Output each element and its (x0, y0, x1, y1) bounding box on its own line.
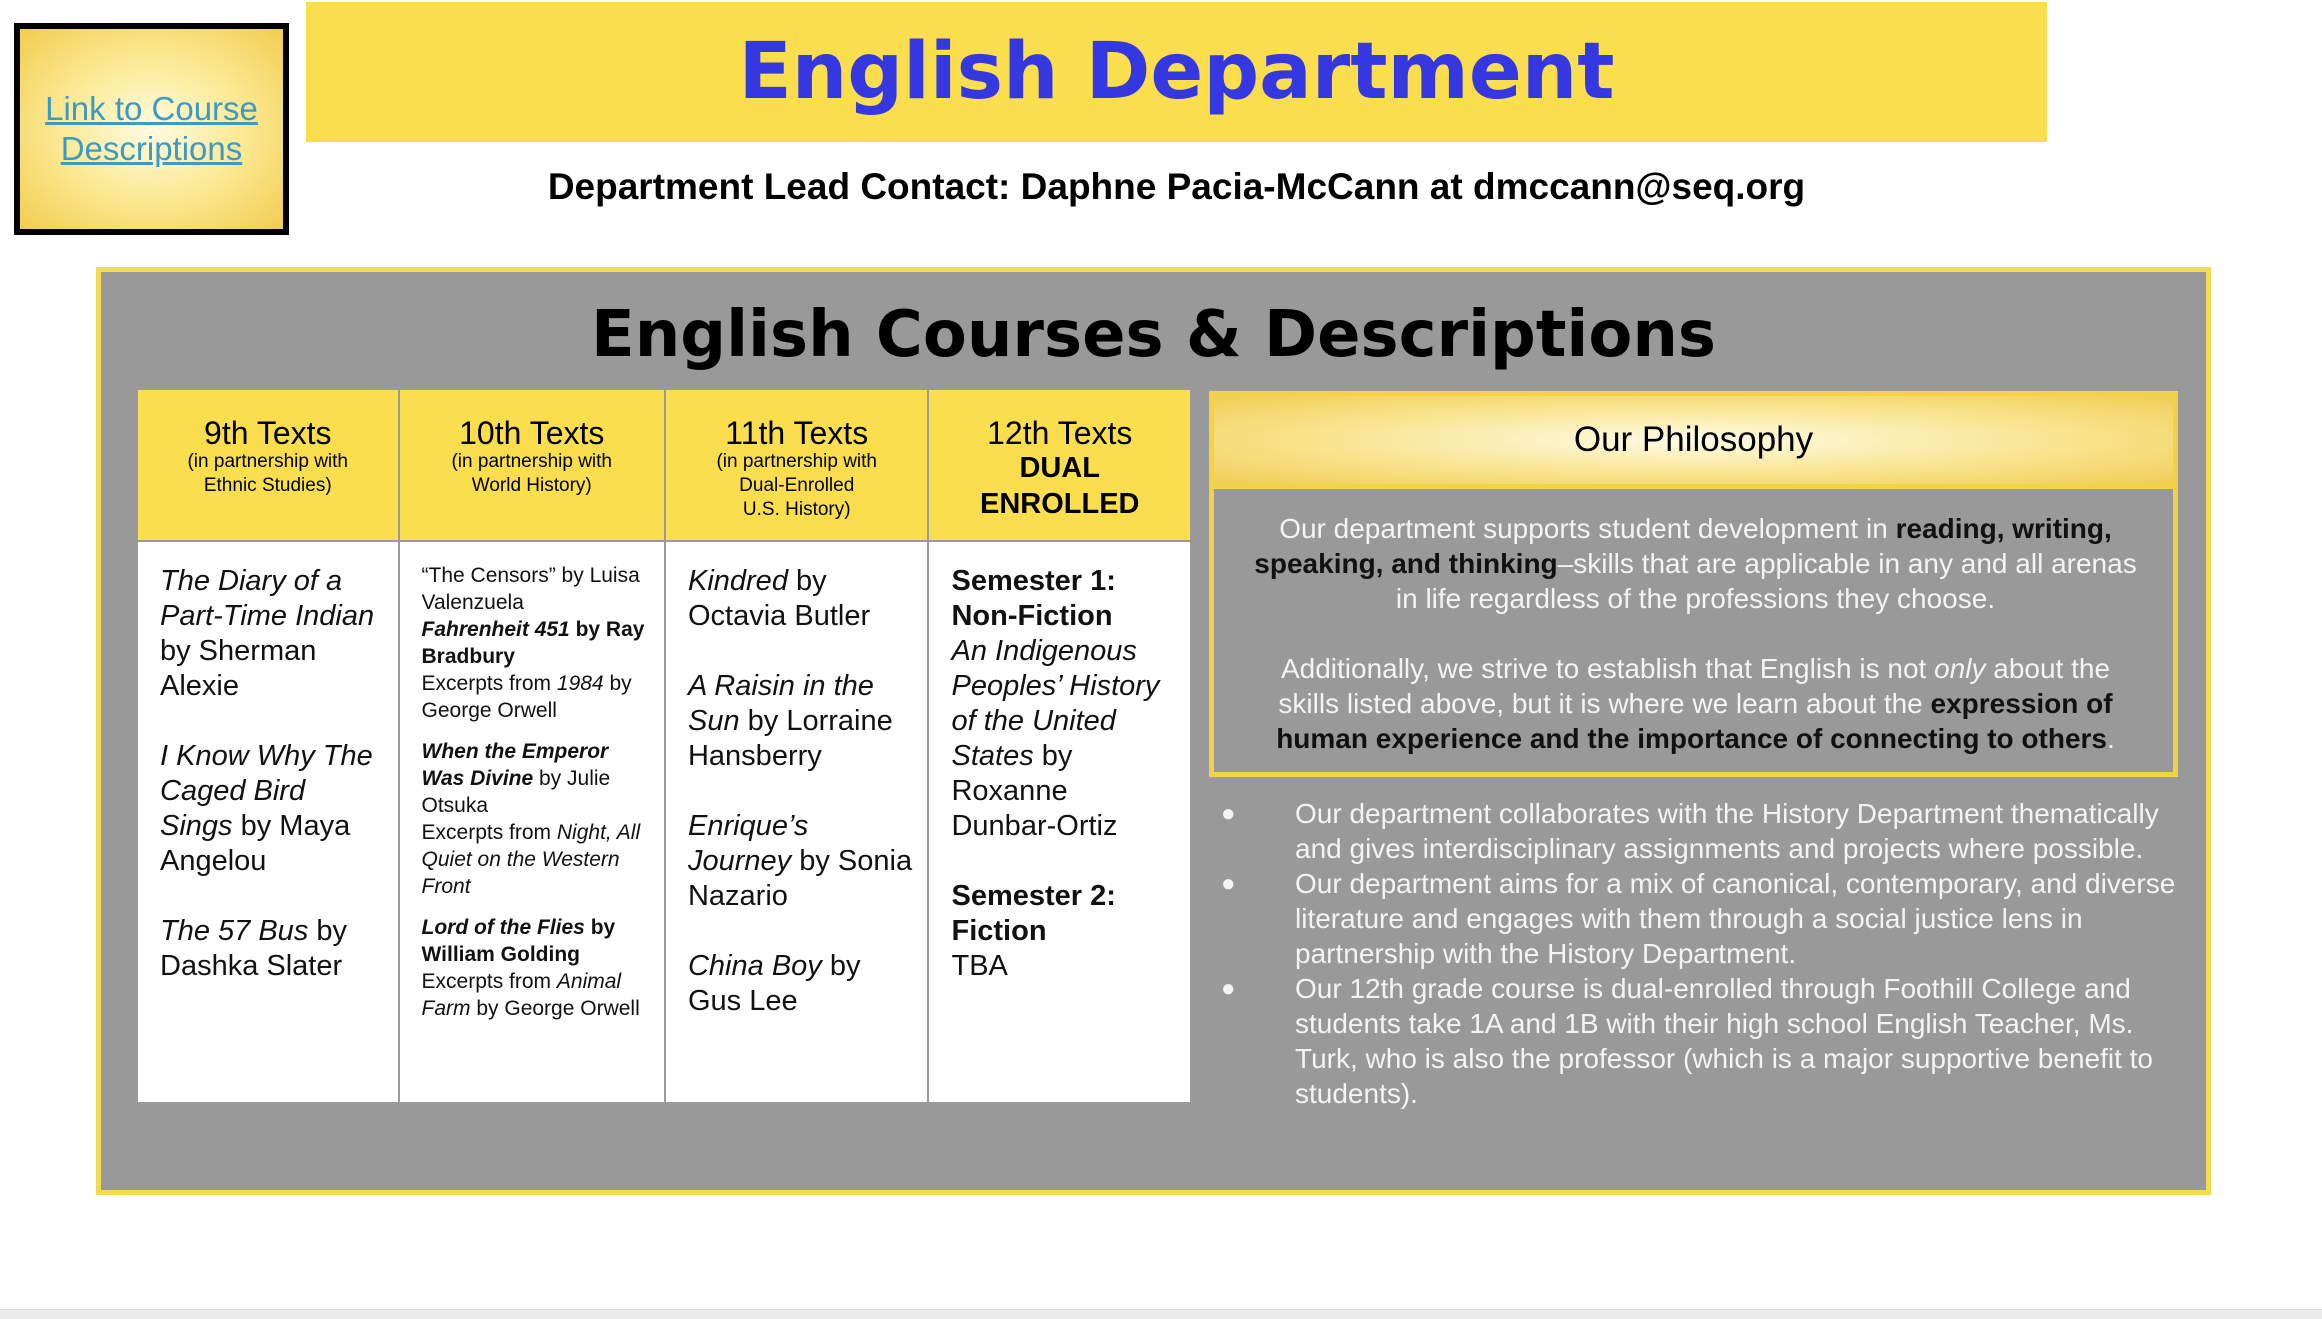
column-body-10th (400, 542, 664, 1102)
book-title: Night, All Quiet on the Western Front (421, 821, 641, 898)
list-item (1209, 971, 2179, 1111)
book-entry (422, 738, 650, 819)
book-title: Lord of the Flies (421, 916, 585, 939)
book-author: by Sherman Alexie (160, 635, 317, 702)
bullet-icon: ● (1221, 800, 1236, 827)
text-run: –skills that are applicable in any and all arenas in life regardless of the professions they choose. (1395, 548, 2137, 614)
philosophy-title: Our Philosophy (1214, 396, 2173, 489)
book-title: Kindred (687, 565, 788, 597)
book-author: by Sonia Nazario (687, 845, 913, 912)
book-author: by Roxanne Dunbar-Ortiz (951, 740, 1118, 842)
book-title: Animal Farm (421, 970, 622, 1020)
department-contact: Department Lead Contact: Daphne Pacia-McCann at dmccann@seq.org (547, 166, 1806, 207)
grade-sublabel: (in partnership with World History) (451, 451, 613, 496)
column-body-9th (138, 542, 398, 1102)
book-author: by William Golding (421, 916, 616, 966)
course-descriptions-link-box (14, 23, 289, 235)
texts-table (136, 388, 1192, 1104)
book-title: I Know Why The Caged Bird Sings (160, 740, 373, 842)
book-author: by Ray Bradbury (421, 618, 645, 668)
excerpt-prefix: Excerpts from (421, 970, 557, 993)
semester-label (951, 879, 1176, 949)
philosophy-body (1214, 489, 2173, 756)
list-item-text: Our 12th grade course is dual-enrolled through Foothill College and students take 1A and 1B with their high school English Teacher, Ms. Turk, who is also the professor (which is a major supportive benefit to students). (1295, 973, 2154, 1109)
book-entry (422, 616, 650, 670)
philosophy-bullets (1209, 796, 2179, 1111)
book-entry (688, 564, 914, 634)
text-run: only (1934, 653, 1986, 684)
courses-panel (96, 267, 2211, 1195)
column-header-12th (929, 390, 1190, 542)
text-run: Our department supports student development in (1279, 513, 1896, 544)
dual-enrolled-label: DUAL ENROLLED (979, 452, 1140, 520)
book-entry (688, 669, 914, 774)
page-title: English Department (738, 27, 1615, 117)
text-run: . (2107, 723, 2115, 754)
book-title: A Raisin in the Sun (687, 670, 874, 737)
book-title: The Diary of a Part-Time Indian (160, 565, 375, 632)
grade-label: 11th Texts (725, 415, 869, 451)
text-run: about the skills listed above, but it is where we learn about the (1278, 653, 2111, 719)
book-author: by George Orwell (421, 672, 632, 722)
book-entry (160, 914, 384, 984)
book-entry (422, 670, 650, 724)
course-descriptions-link[interactable]: Link to Course Descriptions (45, 90, 258, 167)
book-title: 1984 (556, 672, 604, 695)
book-title: When the Emperor Was Divine (421, 740, 609, 790)
excerpt-prefix: Excerpts from (421, 821, 557, 844)
book-author: by Octavia Butler (687, 565, 871, 632)
grade-sublabel: (in partnership with Ethnic Studies) (187, 451, 349, 496)
column-12th (929, 390, 1190, 1102)
philosophy-paragraph (1254, 651, 2137, 756)
book-title: An Indigenous Peoples’ History of the United States (951, 635, 1160, 772)
column-body-11th (666, 542, 928, 1102)
book-title: China Boy (687, 950, 822, 982)
philosophy-paragraph (1254, 511, 2137, 616)
book-author: by Gus Lee (687, 950, 861, 1017)
book-entry (422, 968, 650, 1022)
column-11th (666, 390, 930, 1102)
philosophy-box (1209, 391, 2178, 777)
grade-label: 10th Texts (459, 415, 605, 451)
book-entry (688, 949, 914, 1019)
book-entry: “The Censors” by Luisa Valenzuela (421, 564, 640, 614)
book-entry: TBA (951, 950, 1008, 982)
bullet-icon: ● (1221, 975, 1236, 1002)
panel-title: English Courses & Descriptions (591, 298, 1716, 372)
list-item (1209, 796, 2179, 866)
semester-2-label: Semester 2: Fiction (951, 880, 1116, 947)
grade-sublabel: (in partnership with Dual-Enrolled U.S. History) (716, 451, 877, 520)
column-header-9th (138, 390, 398, 542)
grade-label: 9th Texts (204, 415, 332, 451)
book-entry (422, 819, 650, 900)
book-entry (688, 809, 914, 914)
bullet-icon: ● (1221, 870, 1236, 897)
column-header-10th (400, 390, 664, 542)
book-title: Enrique’s Journey (687, 810, 809, 877)
list-item-text: Our department aims for a mix of canonical, contemporary, and diverse literature and engages with them through a social justice lens in partnership with the History Department. (1295, 868, 2176, 969)
column-body-12th (929, 542, 1190, 1102)
book-entry (160, 739, 384, 879)
list-item-text: Our department collaborates with the History Department thematically and gives interdisciplinary assignments and projects where possible. (1295, 798, 2159, 864)
book-author: by George Orwell (470, 997, 640, 1020)
excerpt-prefix: Excerpts from (421, 672, 557, 695)
column-9th (138, 390, 400, 1102)
list-item (1209, 866, 2179, 971)
book-author: by Julie Otsuka (421, 767, 611, 817)
book-title: Fahrenheit 451 (421, 618, 570, 641)
semester-1-label: Semester 1: Non-Fiction (951, 565, 1116, 632)
grade-label: 12th Texts (987, 415, 1133, 451)
column-header-11th (666, 390, 928, 542)
book-entry (422, 914, 650, 968)
text-run: reading, writing, speaking, and thinking (1254, 513, 2112, 579)
semester-label (951, 564, 1176, 634)
book-title: The 57 Bus (160, 915, 309, 947)
book-author: by Maya Angelou (160, 810, 351, 877)
book-author: by Lorraine Hansberry (687, 705, 893, 772)
book-author: by Dashka Slater (160, 915, 348, 982)
text-run: Additionally, we strive to establish that English is not (1280, 653, 1935, 684)
text-run: expression of human experience and the importance of connecting to others (1276, 688, 2113, 754)
book-entry (951, 634, 1176, 844)
book-entry (160, 564, 384, 704)
column-10th (400, 390, 666, 1102)
header-banner (306, 2, 2047, 142)
